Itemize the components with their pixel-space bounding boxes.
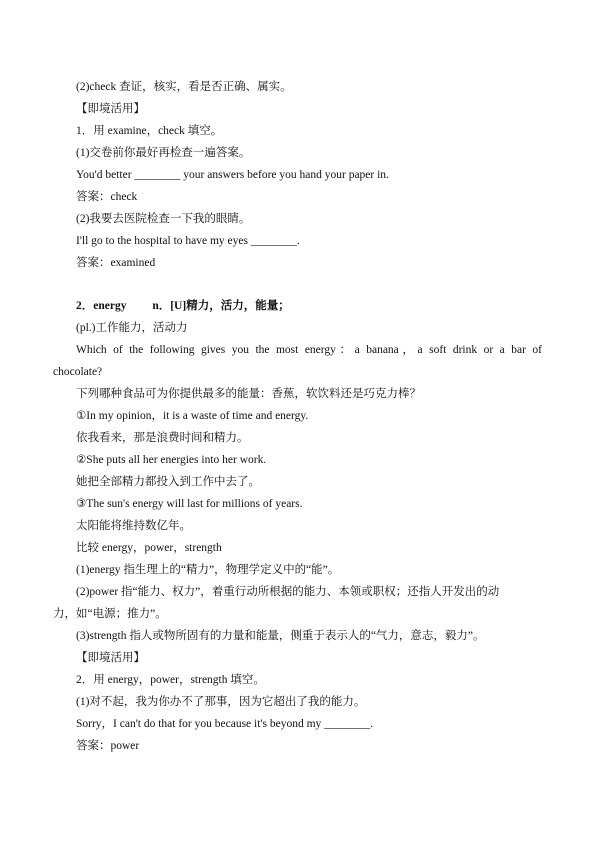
- energy-pl-definition: (pl.)工作能力，活动力: [76, 322, 188, 334]
- comparison-strength: (3)strength 指人或物所固有的力量和能量，侧重于表示人的“气力，意志，毅力”。: [76, 630, 485, 642]
- example-2-cn: 她把全部精力都投入到工作中去了。: [76, 476, 260, 488]
- check-definition: (2)check 查证，核实，看是否正确、属实。: [76, 81, 292, 93]
- energy-heading: 2．energy n．[U]精力，活力，能量；: [76, 300, 290, 312]
- comparison-power: (2)power 指“能力、权力”，着重行动所根据的能力、本领或职权；还指人开发出的动: [76, 586, 500, 598]
- exercise-2-q1-en: Sorry，I can't do that for you because it's beyond my ________.: [76, 718, 374, 730]
- exercise-1-a1: 答案：check: [76, 191, 138, 203]
- energy-example-cn: 下列哪种食品可为你提供最多的能量：香蕉，软饮料还是巧克力棒？: [76, 388, 421, 400]
- energy-example-en: Which of the following gives you the most energy：a banana，a soft drink or a bar of: [76, 344, 542, 356]
- exercise-1-q1-en: You'd better ________ your answers before you hand your paper in.: [76, 169, 389, 181]
- exercise-2-title: 2．用 energy，power，strength 填空。: [76, 674, 265, 686]
- comparison-power-cont: 力，如“电源；推力”。: [53, 608, 167, 620]
- example-2-en: ②She puts all her energies into her work.: [76, 454, 267, 466]
- practice-heading: 【即境活用】: [76, 103, 145, 115]
- exercise-2-q1-cn: (1)对不起，我为你办不了那事，因为它超出了我的能力。: [76, 696, 366, 708]
- exercise-1-a2: 答案：examined: [76, 257, 156, 269]
- comparison-energy: (1)energy 指生理上的“精力”，物理学定义中的“能”。: [76, 564, 340, 576]
- exercise-1-q2-cn: (2)我要去医院检查一下我的眼睛。: [76, 213, 251, 225]
- example-1-cn: 依我看来，那是浪费时间和精力。: [76, 432, 249, 444]
- practice-heading-2: 【即境活用】: [76, 652, 145, 664]
- example-3-en: ③The sun's energy will last for millions of years.: [76, 498, 303, 510]
- exercise-1-title: 1．用 examine，check 填空。: [76, 125, 223, 137]
- exercise-2-a1: 答案：power: [76, 740, 140, 752]
- example-1-en: ①In my opinion，it is a waste of time and energy.: [76, 410, 309, 422]
- exercise-1-q1-cn: (1)交卷前你最好再检查一遍答案。: [76, 147, 251, 159]
- exercise-1-q2-en: I'll go to the hospital to have my eyes ________.: [76, 235, 300, 247]
- comparison-heading: 比较 energy，power，strength: [76, 542, 222, 554]
- example-3-cn: 太阳能将维持数亿年。: [76, 520, 191, 532]
- energy-example-en-cont: chocolate?: [53, 366, 103, 378]
